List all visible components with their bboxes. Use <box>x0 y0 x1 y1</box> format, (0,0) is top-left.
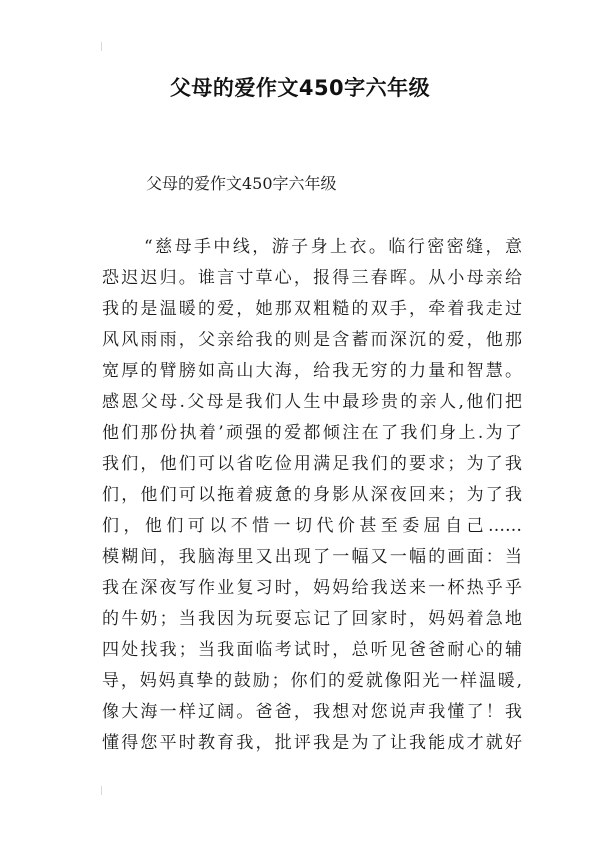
text-line: “慈母手中线，游子身上衣。临行密密缝，意 <box>144 237 522 257</box>
text-line: 我们，他们可以省吃俭用满足我们的要求；为了我 <box>102 454 522 474</box>
text-line: 的牛奶；当我因为玩耍忘记了回家时，妈妈着急地 <box>102 609 522 629</box>
text-line: 模糊间，我脑海里又出现了一幅又一幅的画面：当 <box>102 547 522 567</box>
text-line: 们，他们可以拖着疲惫的身影从深夜回来；为了我 <box>102 485 522 505</box>
page-corner-mark <box>101 786 102 795</box>
text-line: 懂得您平时教育我，批评我是为了让我能成才就好 <box>102 733 522 753</box>
body-paragraph <box>102 232 522 759</box>
page-corner-mark <box>101 42 102 51</box>
text-line: 恐迟迟归。谁言寸草心，报得三春晖。从小母亲给 <box>102 268 522 288</box>
text-line: 风风雨雨，父亲给我的则是含蓄而深沉的爱，他那 <box>102 330 522 350</box>
text-line: 们，他们可以不惜一切代价甚至委屈自己…… <box>102 516 522 536</box>
text-line: 我的是温暖的爱，她那双粗糙的双手，牵着我走过 <box>102 299 522 319</box>
text-line: 我在深夜写作业复习时，妈妈给我送来一杯热乎乎 <box>102 578 522 598</box>
text-line: 感恩父母.父母是我们人生中最珍贵的亲人,他们把 <box>102 392 522 412</box>
text-line: 宽厚的臂膀如高山大海，给我无穷的力量和智慧。 <box>102 361 522 381</box>
document-subtitle: 父母的爱作文450字六年级 <box>146 174 337 193</box>
text-line: 导，妈妈真挚的鼓励；你们的爱就像阳光一样温暖, <box>102 671 522 691</box>
text-line: 像大海一样辽阔。爸爸，我想对您说声我懂了！我 <box>102 702 522 722</box>
page-title: 父母的爱作文450字六年级 <box>169 76 431 100</box>
text-line: 四处找我；当我面临考试时，总听见爸爸耐心的辅 <box>102 640 522 660</box>
text-line: 他们那份执着’顽强的爱都倾注在了我们身上.为了 <box>102 423 522 443</box>
